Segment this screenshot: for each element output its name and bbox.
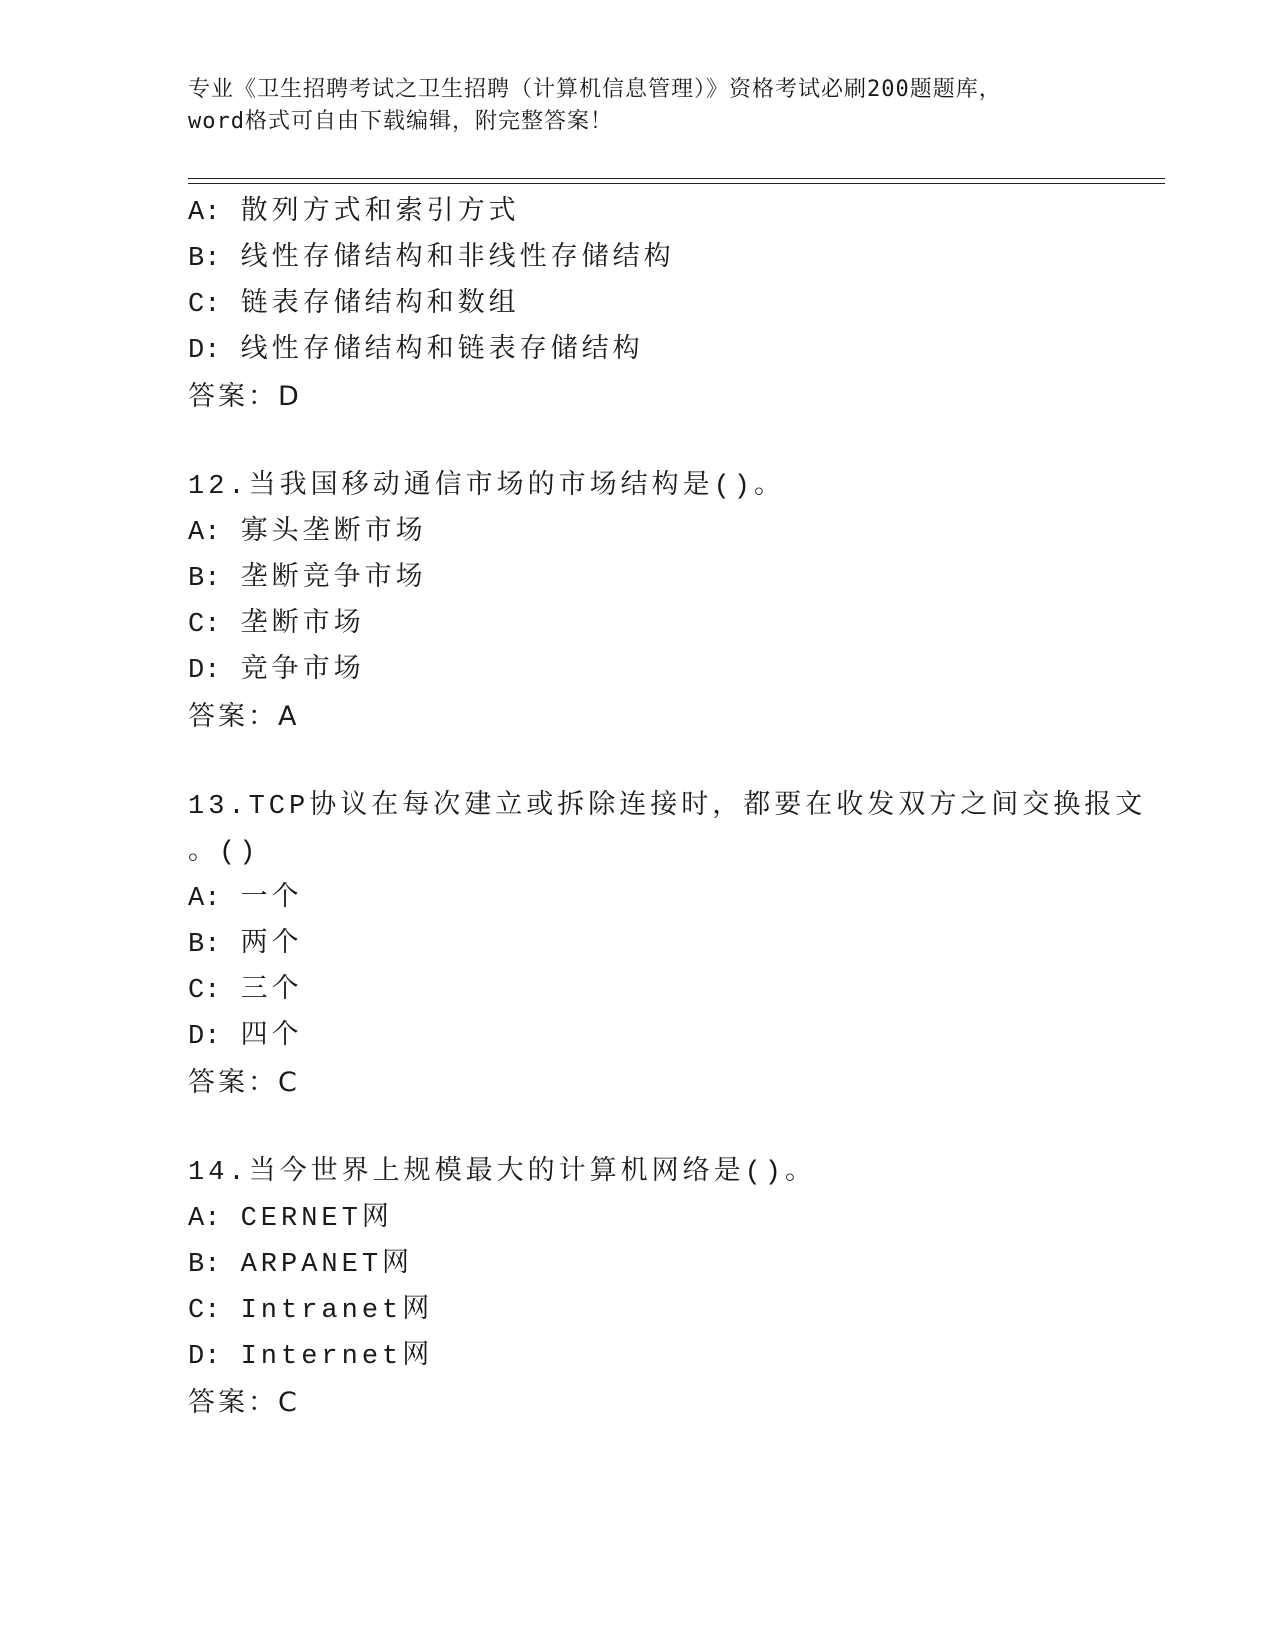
answer-line: 答案：C bbox=[188, 1387, 300, 1418]
question-stem-continued: 。() bbox=[188, 838, 260, 868]
option-text: 线性存储结构和链表存储结构 bbox=[240, 336, 644, 366]
option-key: C: bbox=[188, 976, 221, 1006]
option-key: B: bbox=[188, 1250, 221, 1280]
question-stem: 13.TCP协议在每次建立或拆除连接时，都要在收发双方之间交换报文 bbox=[188, 792, 1147, 822]
option-text: 四个 bbox=[240, 1022, 303, 1052]
option-key: C: bbox=[188, 610, 221, 640]
header-divider-top bbox=[188, 178, 1165, 179]
question-14 bbox=[188, 1150, 1148, 1426]
option-text: 三个 bbox=[240, 976, 303, 1006]
option-key: C: bbox=[188, 1296, 221, 1326]
option-a bbox=[188, 876, 1148, 922]
option-a bbox=[188, 1196, 1148, 1242]
option-text: Internet网 bbox=[240, 1342, 434, 1372]
answer-line: 答案：A bbox=[188, 701, 300, 732]
option-c bbox=[188, 1288, 1148, 1334]
option-d bbox=[188, 648, 1148, 694]
option-b bbox=[188, 1242, 1148, 1288]
question-stem: 14.当今世界上规模最大的计算机网络是()。 bbox=[188, 1158, 817, 1188]
option-a bbox=[188, 190, 1148, 236]
option-key: A: bbox=[188, 1204, 221, 1234]
option-text: 竞争市场 bbox=[240, 656, 365, 686]
option-key: D: bbox=[188, 336, 221, 366]
option-b bbox=[188, 922, 1148, 968]
option-key: B: bbox=[188, 930, 221, 960]
option-c bbox=[188, 602, 1148, 648]
option-key: B: bbox=[188, 244, 221, 274]
option-key: D: bbox=[188, 1342, 221, 1372]
option-b bbox=[188, 556, 1148, 602]
option-text: 一个 bbox=[240, 884, 303, 914]
option-key: D: bbox=[188, 1022, 221, 1052]
question-stem: 12.当我国移动通信市场的市场结构是()。 bbox=[188, 472, 786, 502]
option-text: 散列方式和索引方式 bbox=[240, 198, 520, 228]
document-header bbox=[188, 74, 1088, 138]
question-list bbox=[188, 190, 1148, 1426]
option-key: A: bbox=[188, 884, 221, 914]
question-13 bbox=[188, 784, 1148, 1106]
option-text: ARPANET网 bbox=[240, 1250, 414, 1280]
option-key: A: bbox=[188, 518, 221, 548]
header-divider-bottom bbox=[188, 183, 1165, 184]
option-d bbox=[188, 328, 1148, 374]
option-d bbox=[188, 1334, 1148, 1380]
option-key: A: bbox=[188, 198, 221, 228]
option-key: D: bbox=[188, 656, 221, 686]
question-11 bbox=[188, 190, 1148, 420]
option-text: 链表存储结构和数组 bbox=[240, 290, 520, 320]
option-text: 两个 bbox=[240, 930, 303, 960]
option-text: CERNET网 bbox=[240, 1204, 393, 1234]
header-title-line-1: 专业《卫生招聘考试之卫生招聘（计算机信息管理）》资格考试必刷200题题库， bbox=[188, 77, 1002, 102]
option-b bbox=[188, 236, 1148, 282]
option-key: B: bbox=[188, 564, 221, 594]
option-d bbox=[188, 1014, 1148, 1060]
option-c bbox=[188, 282, 1148, 328]
option-text: 垄断市场 bbox=[240, 610, 365, 640]
option-text: 线性存储结构和非线性存储结构 bbox=[240, 244, 675, 274]
option-text: 垄断竞争市场 bbox=[240, 564, 427, 594]
answer-line: 答案：C bbox=[188, 1067, 300, 1098]
option-text: Intranet网 bbox=[240, 1296, 434, 1326]
option-text: 寡头垄断市场 bbox=[240, 518, 427, 548]
option-key: C: bbox=[188, 290, 221, 320]
question-12 bbox=[188, 464, 1148, 740]
option-c bbox=[188, 968, 1148, 1014]
answer-line: 答案：D bbox=[188, 381, 302, 412]
option-a bbox=[188, 510, 1148, 556]
header-title-line-2: word格式可自由下载编辑，附完整答案！ bbox=[188, 109, 613, 134]
